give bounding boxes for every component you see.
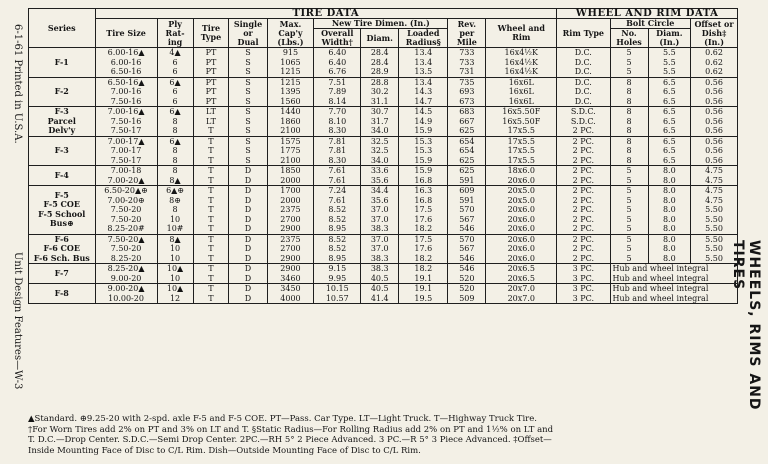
footnote-line: ▲Standard. ⊕9.25-20 with 2-spd. axle F-5 and F-5 COE. PT—Pass. Car Type. LT—Light Truck. T—Highway Truck Tire. [28, 414, 537, 424]
radius-cell: 19.1 19.5 [414, 284, 433, 303]
wheel-cell: 16x5.50F 16x5.50F 17x5.5 [502, 107, 541, 135]
no-holes-header: No. Holes [610, 29, 648, 48]
diam-header: Diam. [361, 29, 399, 48]
single-dual-cell: S S S [245, 77, 251, 106]
ply-cell: 8 8▲ [169, 166, 181, 185]
series-cell: F-1 [29, 48, 96, 78]
tire-size-cell: 6.50-20▲⊕ 7.00-20⊕ 7.50-20 7.50-20 8.25-20# [104, 186, 148, 233]
table-row [29, 107, 738, 137]
diam-cell: 33.6 35.6 [370, 166, 389, 185]
diam-cell: 30.7 31.7 34.0 [370, 107, 389, 135]
tire-size-cell: 7.00-16▲ 7.50-16 7.50-17 [107, 107, 145, 135]
radius-cell: 17.5 17.6 18.2 [414, 234, 433, 263]
single-dual-cell: S S S [245, 48, 251, 76]
rev-cell: 735 693 673 [459, 77, 475, 106]
rev-per-mile-header: Rev. per Mile [448, 19, 486, 48]
holes-cell: 5 5 5 5 5 [626, 186, 632, 233]
tire-size-cell: 7.00-17▲ 7.00-17 7.50-17 [107, 136, 145, 165]
type-cell: T T T [208, 136, 214, 165]
holes-cell: 8 8 8 [626, 77, 632, 106]
series-cell: F-3 Parcel Delv'y [47, 106, 76, 135]
diam-cell: 28.4 28.4 28.9 [370, 48, 389, 76]
offset-cell: 4.75 4.75 [705, 166, 723, 185]
bolt-diam-cell: 6.5 6.5 6.5 [662, 107, 676, 135]
table-row [29, 264, 738, 284]
tire-size-cell: 6.50-16▲ 7.00-16 7.50-16 [107, 77, 145, 106]
series-cell: F-8 [29, 284, 96, 304]
section-title: WHEELS, RIMS AND TIRES [730, 240, 762, 411]
single-dual-cell: D D D D D [244, 186, 252, 233]
rev-cell: 520 509 [459, 284, 475, 303]
table-row [29, 77, 738, 107]
offset-cell: 0.56 0.56 0.56 [705, 107, 723, 135]
series-header: Series [29, 9, 96, 48]
diam-cell: 38.3 40.5 [370, 264, 389, 283]
cap-cell: 3450 4000 [280, 284, 301, 303]
table-row [29, 136, 738, 166]
rim-cell: 3 PC. 3 PC. [572, 264, 595, 283]
single-dual-cell: D D D [244, 234, 252, 263]
offset-dish-header: Offset or Dish‡ (In.) [691, 19, 738, 48]
wheel-rim-col-header: Wheel and Rim [486, 19, 557, 48]
series-cell: F-5 F-5 COE F-5 School Bus⊕ [38, 189, 86, 229]
bolt-diam-header: Diam. (In.) [648, 29, 690, 48]
wheel-cell: 17x5.5 17x5.5 17x5.5 [507, 136, 535, 165]
ply-cell: 6▲ 6 6 [169, 77, 181, 106]
footnote-line: †For Worn Tires add 2% on PT and 3% on LT and T. §Static Radius—For Rolling Radius add 2% on PT and 1½% on LT and [28, 424, 554, 435]
type-cell: T T [208, 284, 214, 303]
tire-type-header: Tire Type [193, 19, 229, 48]
table-row [29, 234, 738, 264]
table-row [29, 284, 738, 304]
diam-cell: 32.5 32.5 34.0 [370, 136, 389, 165]
bolt-diam-cell: 8.0 8.0 [662, 166, 676, 185]
ply-cell: 4▲ 6 6 [169, 48, 181, 76]
tire-size-header: Tire Size [95, 19, 157, 48]
single-dual-cell: S S S [245, 136, 251, 165]
single-dual-header: Single or Dual [229, 19, 267, 48]
cap-cell: 915 1065 1215 [280, 48, 301, 76]
print-date-label: 6-1-61 Printed in U.S.A. [12, 24, 23, 144]
type-cell: PT PT PT [205, 77, 217, 106]
cap-cell: 2375 2700 2900 [280, 234, 301, 263]
single-dual-cell: D D [244, 284, 252, 303]
radius-cell: 15.9 16.8 [414, 166, 433, 185]
tire-data-header: TIRE DATA [95, 9, 557, 19]
type-cell: T T [208, 166, 214, 185]
wheel-cell: 20x7.0 20x7.0 [507, 284, 535, 303]
bolt-diam-cell: 6.5 6.5 6.5 [662, 77, 676, 106]
wheel-cell: 20x6.5 20x6.5 [507, 264, 535, 283]
bolt-diam-cell: 8.0 8.0 8.0 8.0 8.0 [662, 186, 676, 233]
rev-cell: 654 654 625 [459, 136, 475, 165]
ply-cell: 6▲ 8 8 [169, 136, 181, 165]
holes-cell: 5 5 5 [626, 48, 632, 76]
ply-rating-header: Ply Rat- ing [157, 19, 193, 48]
tire-size-cell: 9.00-20▲ 10.00-20 [107, 284, 145, 303]
rim-cell: D.C. D.C. D.C. [574, 48, 592, 76]
tire-size-cell: 8.25-20▲ 9.00-20 [107, 264, 145, 283]
bolt-diam-cell: 5.5 5.5 5.5 [662, 48, 676, 76]
cap-cell: 1215 1395 1560 [280, 77, 301, 106]
tire-size-cell: 7.50-20▲ 7.50-20 8.25-20 [107, 234, 145, 263]
single-dual-cell: D D [244, 264, 252, 283]
type-cell: T T [208, 264, 214, 283]
rev-cell: 546 520 [459, 264, 475, 283]
type-cell: PT PT PT [205, 48, 217, 76]
offset-cell: 4.75 4.75 5.50 5.50 5.50 [705, 186, 723, 233]
series-cell: F-7 [29, 264, 96, 284]
cap-cell: 2900 3460 [280, 264, 301, 283]
width-cell: 8.52 8.52 8.95 [328, 234, 347, 263]
width-cell: 7.24 7.61 8.52 8.52 8.95 [328, 186, 347, 233]
rim-type-header: Rim Type [557, 19, 610, 48]
bolt-diam-cell: 6.5 6.5 6.5 [662, 136, 676, 165]
table-row [29, 48, 738, 78]
width-cell: 10.15 10.57 [325, 284, 349, 303]
tire-size-cell: 6.00-16▲ 6.00-16 6.50-16 [107, 48, 145, 76]
rim-cell: D.C. D.C. D.C. [574, 77, 592, 106]
footnotes [28, 414, 738, 460]
radius-cell: 14.5 14.9 15.9 [414, 107, 433, 135]
overall-width-header: Overall Width† [314, 29, 361, 48]
tire-size-cell: 7.00-18 7.00-20▲ [107, 166, 145, 185]
rim-cell: 2 PC. 2 PC. 2 PC. [572, 234, 595, 263]
diam-cell: 37.0 37.0 38.3 [370, 234, 389, 263]
radius-cell: 16.3 16.8 17.5 17.6 18.2 [414, 186, 433, 233]
cap-cell: 1575 1775 2100 [280, 136, 301, 165]
rim-cell: 2 PC. 2 PC. [572, 166, 595, 185]
table-row [29, 186, 738, 235]
width-cell: 6.40 6.40 6.76 [328, 48, 347, 76]
bolt-diam-cell: 8.0 8.0 8.0 [662, 234, 676, 263]
rim-cell: S.D.C. S.D.C. 2 PC. [570, 107, 596, 135]
holes-cell: 8 8 8 [626, 107, 632, 135]
wheel-cell: 20x6.0 20x6.0 20x6.0 [507, 234, 535, 263]
width-cell: 7.81 7.81 8.30 [328, 136, 347, 165]
holes-cell: 8 8 8 [626, 136, 632, 165]
ply-cell: 6▲ 8 8 [169, 107, 181, 135]
radius-cell: 13.4 13.4 13.5 [414, 48, 433, 76]
rim-cell: 2 PC. 2 PC. 2 PC. 2 PC. 2 PC. [572, 186, 595, 233]
width-cell: 7.51 7.89 8.14 [328, 77, 347, 106]
rev-cell: 609 591 570 567 546 [459, 186, 475, 233]
loaded-radius-header: Loaded Radius§ [399, 29, 448, 48]
width-cell: 7.70 8.10 8.30 [328, 107, 347, 135]
rev-cell: 733 733 731 [459, 48, 475, 76]
holes-cell: 5 5 5 [626, 234, 632, 263]
rim-cell: 2 PC. 2 PC. 2 PC. [572, 136, 595, 165]
wheel-cell: 18x6.0 20x6.0 [507, 166, 535, 185]
wheel-cell: 16x6L 16x6L 16x6L [508, 77, 534, 106]
width-cell: 7.61 7.61 [328, 166, 347, 185]
wheel-cell: 16x4½K 16x4½K 16x4½K [504, 48, 539, 76]
tire-wheel-table [28, 8, 738, 304]
rev-cell: 625 591 [459, 166, 475, 185]
max-cap-header: Max. Cap'y (Lbs.) [267, 19, 314, 48]
series-cell: F-6 F-6 COE F-6 Sch. Bus [33, 233, 90, 263]
new-tire-dimen-header: New Tire Dimen. (In.) [314, 19, 448, 29]
series-cell: F-3 [29, 136, 96, 166]
offset-cell: 0.56 0.56 0.56 [705, 77, 723, 106]
bolt-note-cell: Hub and wheel integral Hub and wheel integral [612, 284, 709, 303]
ply-cell: 6▲⊕ 8⊕ 8 10 10# [166, 186, 185, 233]
type-cell: T T T [208, 234, 214, 263]
table-row [29, 166, 738, 186]
footnote-line: Inside Mounting Face of Disc to C/L Rim. Dish—Outside Mounting Face of Disc to C/L Rim. [28, 445, 421, 456]
series-cell: F-4 [29, 166, 96, 186]
radius-cell: 15.3 15.3 15.9 [414, 136, 433, 165]
holes-cell: 5 5 [626, 166, 632, 185]
page-label: Unit Design Features—W-3 [12, 252, 23, 390]
left-margin [2, 14, 26, 460]
ply-cell: 10▲ 12 [166, 284, 184, 303]
ply-cell: 8▲ 10 10 [169, 234, 181, 263]
bolt-note-cell: Hub and wheel integral Hub and wheel integral [612, 264, 709, 283]
cap-cell: 1440 1860 2100 [280, 107, 301, 135]
wheel-cell: 20x5.0 20x5.0 20x6.0 20x6.0 20x6.0 [507, 186, 535, 233]
cap-cell: 1850 2000 [280, 166, 301, 185]
ply-cell: 10▲ 10 [166, 264, 184, 283]
radius-cell: 18.2 19.1 [414, 264, 433, 283]
offset-cell: 0.62 0.62 0.62 [705, 48, 723, 76]
diam-cell: 28.8 30.2 31.1 [370, 77, 389, 106]
offset-cell: 0.56 0.56 0.56 [705, 136, 723, 165]
offset-cell: 5.50 5.50 5.50 [705, 234, 723, 263]
bolt-circle-header: Bolt Circle [610, 19, 691, 29]
cap-cell: 1700 2000 2375 2700 2900 [280, 186, 301, 233]
diam-cell: 40.5 41.4 [370, 284, 389, 303]
series-cell: F-2 [29, 77, 96, 107]
width-cell: 9.15 9.95 [328, 264, 347, 283]
rim-cell: 3 PC. 3 PC. [572, 284, 595, 303]
radius-cell: 13.4 14.3 14.7 [414, 77, 433, 106]
single-dual-cell: D D [244, 166, 252, 185]
rev-cell: 570 567 546 [459, 234, 475, 263]
wheel-rim-header: WHEEL AND RIM DATA [557, 9, 738, 19]
type-cell: LT LT T [205, 107, 216, 135]
single-dual-cell: S S S [245, 107, 251, 135]
footnote-line: T. D.C.—Drop Center. S.D.C.—Semi Drop Center. 2PC.—RH 5° 2 Piece Advanced. 3 PC.—R 5° 3 Piece Advanced. ‡Offset— [28, 435, 552, 445]
diam-cell: 34.4 35.6 37.0 37.0 38.3 [370, 186, 389, 233]
rev-cell: 683 667 625 [459, 107, 475, 135]
type-cell: T T T T T [208, 186, 214, 233]
